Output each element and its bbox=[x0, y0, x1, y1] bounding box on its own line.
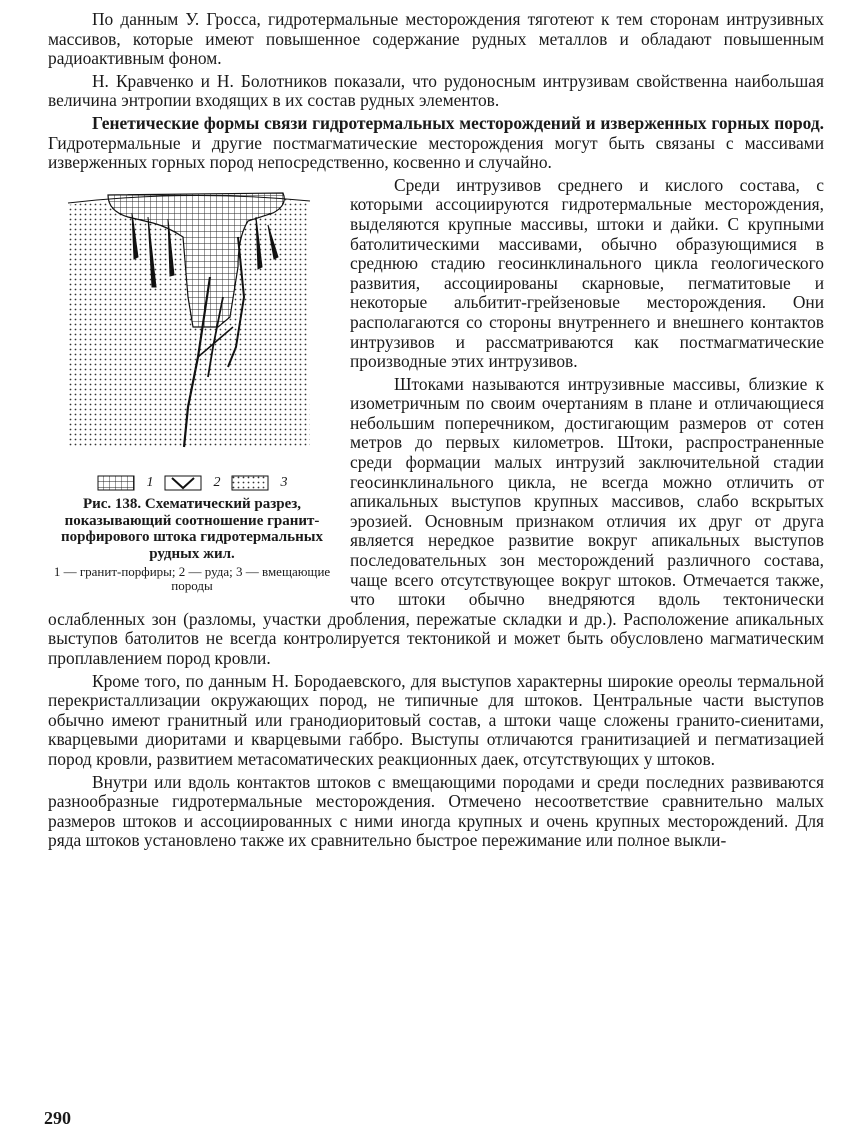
paragraph-kravchenko: Н. Кравченко и Н. Болотников показали, что рудоносным интрузивам свойственна наибольшая величина энтропии входящих в их состав рудных элементов. bbox=[48, 70, 824, 111]
legend-1-label: 1 bbox=[146, 474, 154, 490]
legend-3-label: 3 bbox=[280, 474, 288, 490]
figure-caption: Рис. 138. Схематический разрез, показывающий соотношение гранит-порфирового штока гидротермальных рудных жил. bbox=[61, 496, 323, 562]
legend-granite-swatch bbox=[97, 475, 135, 491]
stock-cross-section-diagram bbox=[48, 177, 336, 467]
paragraph-genetic-forms bbox=[48, 114, 824, 173]
figure-caption-legend: 1 — гранит-порфиры; 2 — руда; 3 — вмещающие породы bbox=[53, 564, 331, 594]
paragraph-stocks: Штоками называются интрузивные массивы, близкие к изометричным по своим очертаниям в плане и отличающиеся небольшим поперечником, достигающим размеров от сотен метров до первых километров. Штоки, распространенные среди формации малых интрузий заключительной стадии геосинклинального цикла, не всегда можно отличить от апикальных выступов крупных массивов, слабо вскрытых эрозией. Основным признаком отличия их друг от друга является нередкое развитие вокруг апикальных выступов последовательных зон месторождений различного состава, чаще всего отсутствующее вокруг штоков. Отмечается также, что штоки обычно внедряются вдоль тектонически ослабленных зон (разломы, участки дробления, пережатые складки и др.). Расположение апикальных выступов батолитов не всегда контролируется тектоникой и может быть обусловлено магматическим проплавлением пород кровли. bbox=[48, 373, 824, 668]
legend-host-swatch bbox=[231, 475, 269, 491]
paragraph-intrusives: Среди интрузивов среднего и кислого состава, с которыми ассоциируются гидротермальные месторождения, выделяются крупные массивы, штоки и дайки. С крупными батолитическими массивами, обычно образующимися в среднюю стадию геосинклинального цикла геологического развития, ассоциированы скарновые, пегматитовые и некоторые альбитит-грейзеновые месторождения. Они располагаются со стороны внутреннего и внешнего контактов интрузивов и рассматриваются как постмагматические производные этих интрузивов. bbox=[350, 174, 824, 372]
page-number: 290 bbox=[44, 1108, 71, 1128]
page-body bbox=[48, 10, 824, 851]
section-heading: Генетические формы связи гидротермальных месторождений и изверженных горных пород. bbox=[92, 112, 824, 133]
section-heading-body: Гидротермальные и другие постмагматические месторождения могут быть связаны с массивами изверженных горных пород непосредственно, косвенно и случайно. bbox=[48, 132, 824, 173]
paragraph-borodaevsky: Кроме того, по данным Н. Бородаевского, для выступов характерны широкие ореолы термальной перекристаллизации окружающих пород, не типичные для штоков. Центральные части выступов обычно имеют гранитный или гранодиоритовый состав, а штоки чаще сложены гранито-сиенитами, кварцевыми диоритами и кварцевыми габбро. Выступы отличаются гранитизацией и пегматизацией пород кровли, развитием метасоматических реакционных даек, отсутствующих у штоков. bbox=[48, 670, 824, 769]
legend-2-label: 2 bbox=[213, 474, 221, 490]
legend-ore-swatch bbox=[164, 475, 202, 491]
paragraph-gross: По данным У. Гросса, гидротермальные месторождения тяготеют к тем сторонам интрузивных массивов, которые имеют повышенное содержание рудных металлов и обладают повышенным радиоактивным фоном. bbox=[48, 9, 824, 69]
paragraph-contacts: Внутри или вдоль контактов штоков с вмещающими породами и среди последних развиваются разнообразные гидротермальные месторождения. Отмечено несоответствие сравнительно малых размеров штоков и ассоциированных с ними иногда крупных и очень крупных месторождений. Для ряда штоков установлено также их сравнительно быстрое пережимание или полное выкли- bbox=[48, 771, 824, 851]
figure-138 bbox=[48, 177, 336, 594]
figure-legend bbox=[48, 473, 336, 493]
